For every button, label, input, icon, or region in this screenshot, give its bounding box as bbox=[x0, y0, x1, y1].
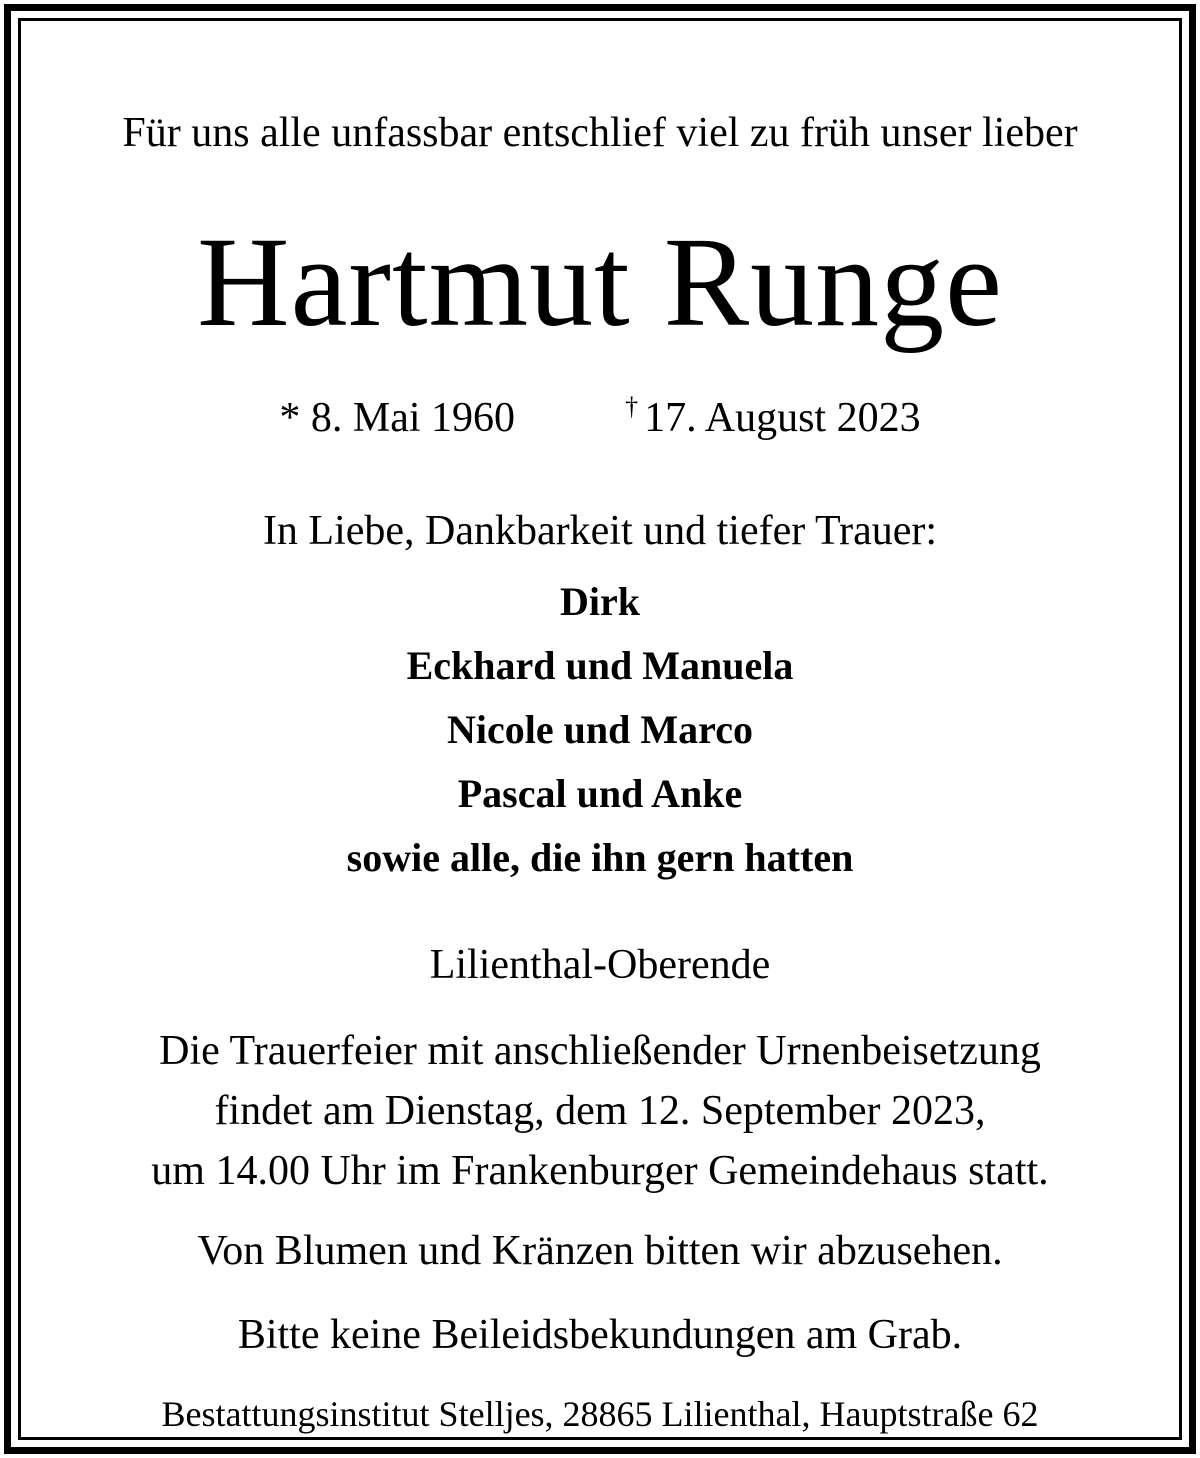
birth-symbol: * bbox=[279, 395, 301, 441]
intro-text: Für uns alle unfassbar entschlief viel zu früh unser lieber bbox=[122, 110, 1078, 156]
place-name: Lilienthal-Oberende bbox=[429, 942, 771, 988]
condolence-note: Bitte keine Beileidsbekundungen am Grab. bbox=[237, 1312, 963, 1358]
mourner-line: sowie alle, die ihn gern hatten bbox=[346, 835, 854, 880]
death-date-group bbox=[625, 394, 921, 439]
undertaker-info: Bestattungsinstitut Stelljes, 28865 Lilienthal, Hauptstraße 62 bbox=[161, 1394, 1039, 1434]
flowers-note: Von Blumen und Kränzen bitten wir abzusehen. bbox=[197, 1228, 1003, 1274]
deceased-name: Hartmut Runge bbox=[197, 211, 1003, 353]
mourner-line: Nicole und Marco bbox=[447, 707, 753, 752]
birth-date-group bbox=[279, 397, 515, 439]
death-symbol: † bbox=[625, 392, 639, 421]
grief-line: In Liebe, Dankbarkeit und tiefer Trauer: bbox=[262, 508, 938, 554]
ceremony-line: um 14.00 Uhr im Frankenburger Gemeindehaus statt. bbox=[151, 1148, 1049, 1194]
birth-date: 8. Mai 1960 bbox=[310, 395, 516, 441]
life-dates bbox=[24, 394, 1176, 439]
obituary-notice bbox=[24, 24, 1176, 1434]
mourner-line: Pascal und Anke bbox=[457, 771, 743, 816]
ceremony-line: Die Trauerfeier mit anschließender Urnenbeisetzung bbox=[159, 1028, 1041, 1074]
death-date: 17. August 2023 bbox=[644, 395, 921, 441]
ceremony-line: findet am Dienstag, dem 12. September 2023, bbox=[214, 1088, 986, 1134]
mourner-line: Eckhard und Manuela bbox=[406, 643, 794, 688]
mourner-line: Dirk bbox=[560, 579, 640, 624]
